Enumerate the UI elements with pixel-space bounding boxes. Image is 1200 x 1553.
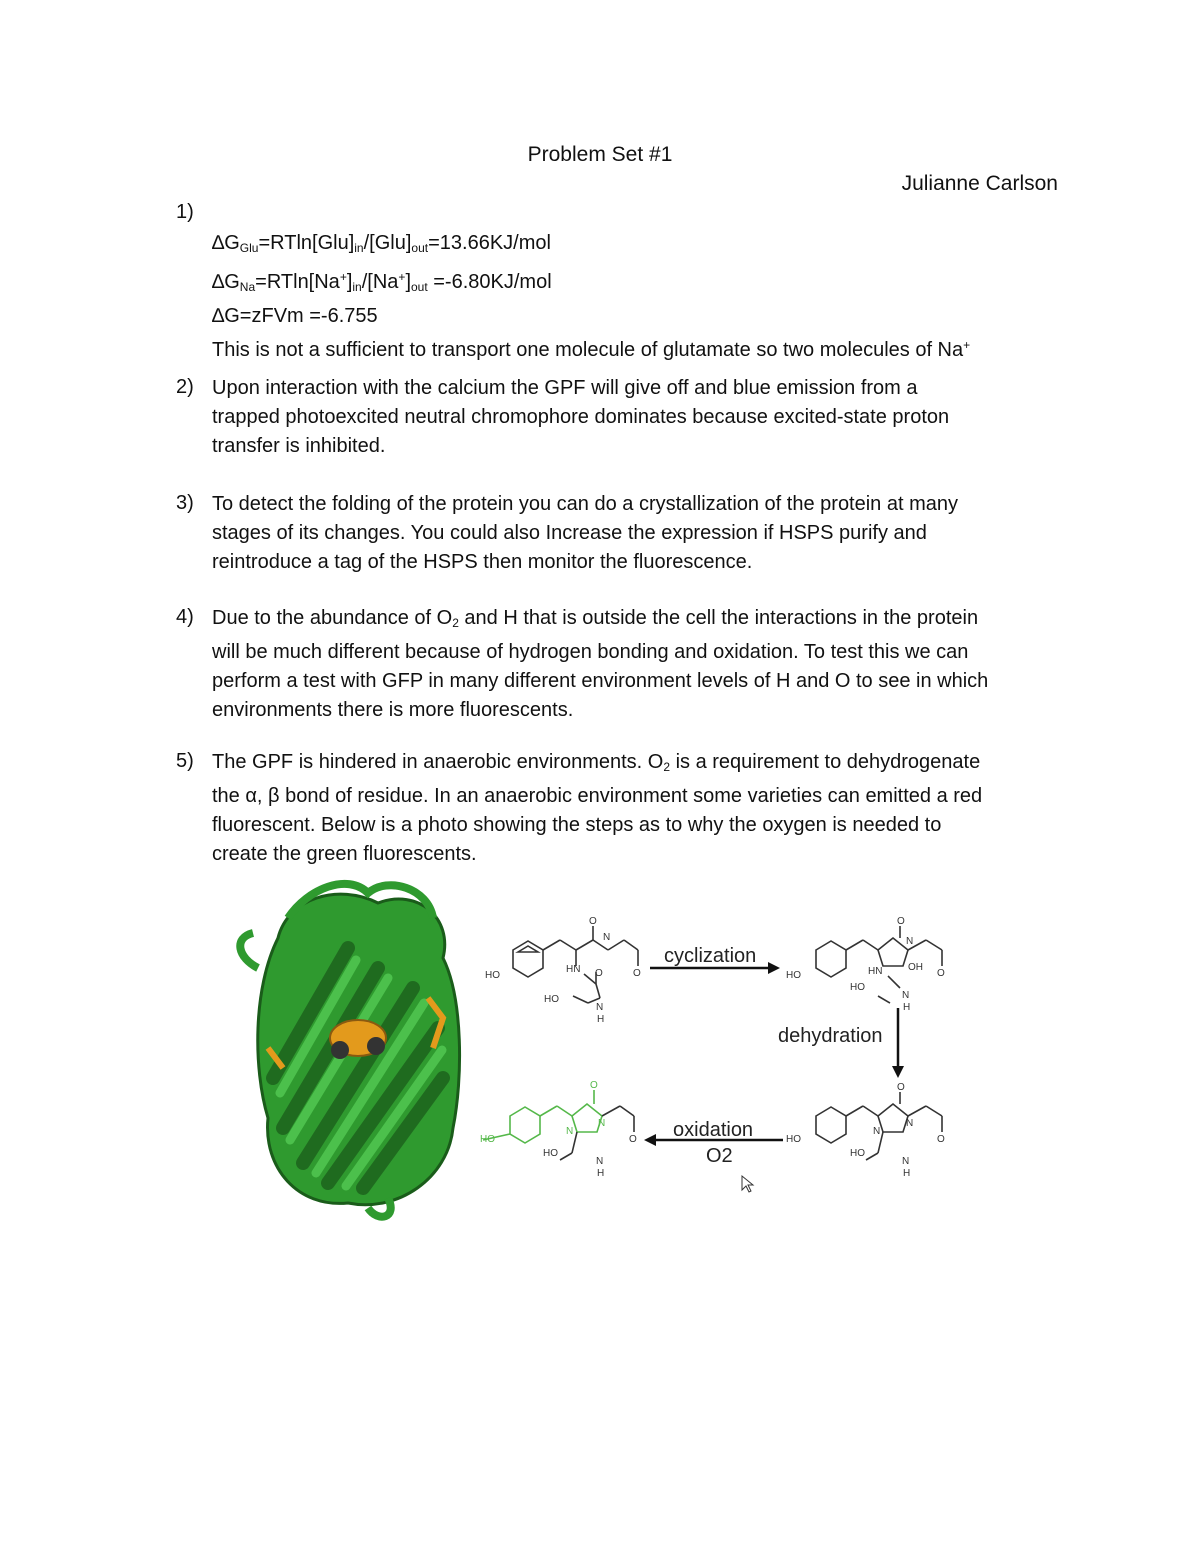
atom-label: N: [902, 1156, 910, 1167]
question-number-3: 3): [176, 492, 194, 514]
cyclization-arrowhead: [768, 962, 780, 974]
question-4-answer: [212, 604, 1072, 725]
oxygen-reagent-label: O2: [706, 1145, 733, 1167]
dehydration-arrowhead: [892, 1066, 904, 1078]
atom-label: HO: [485, 970, 500, 981]
equation-delta-g-zfvm: ∆G=zFVm =-6.755: [212, 305, 378, 327]
atom-label: O: [937, 968, 945, 979]
atom-label: O: [629, 1134, 637, 1145]
mature-chromophore-atom-labels: [480, 1080, 637, 1179]
page-title: Problem Set #1: [527, 143, 673, 166]
atom-label: N: [906, 1118, 914, 1129]
text-line: Due to the abundance of $O_2$ and H that is outside the cell the interactions in the protein: [212, 607, 979, 630]
atom-label: H: [903, 1168, 911, 1179]
text-line: The GPF is hindered in anaerobic environments. $O_2$ is a requirement to dehydrogenate: [212, 751, 981, 774]
equation-delta-g-glu: $\Delta G_{Glu}=RTln[Glu]_{in}/[Glu]_{out}=13.66KJ$/mol: [212, 232, 551, 255]
atom-label: O: [590, 1080, 598, 1091]
gfp-chromophore-figure: [228, 878, 988, 1223]
atom-label: O: [595, 968, 603, 979]
atom-label: O: [937, 1134, 945, 1145]
atom-label: H: [597, 1014, 605, 1025]
precursor-atom-labels: [485, 916, 641, 1025]
atom-label: O: [589, 916, 597, 927]
question-2-answer: [212, 374, 1072, 461]
question-3-answer: [212, 490, 1072, 577]
question-1-answer: [212, 229, 1072, 365]
text-line: environments there is more fluorescents.: [212, 699, 574, 721]
atom-label: N: [873, 1126, 881, 1137]
atom-label: N: [566, 1126, 574, 1137]
oxidation-label: oxidation: [673, 1119, 754, 1141]
cyclized-atom-labels: [786, 916, 945, 1013]
question-number-2: 2): [176, 376, 194, 398]
question-5-answer: [212, 748, 1072, 869]
mature-chromophore-structure: [483, 1090, 634, 1160]
atom-label: HO: [544, 994, 559, 1005]
cyclized-structure: [816, 926, 942, 1003]
text-line: stages of its changes. You could also Increase the expression if HSPS purify and: [212, 522, 927, 544]
atom-label: N: [902, 990, 910, 1001]
text-line: To detect the folding of the protein you can do a crystallization of the protein at many: [212, 493, 959, 515]
atom-label: N: [598, 1118, 606, 1129]
atom-label: O: [633, 968, 641, 979]
text-line: create the green fluorescents.: [212, 843, 477, 865]
text-line: will be much different because of hydrogen bonding and oxidation. To test this we can: [212, 641, 969, 663]
atom-label: HO: [850, 1148, 865, 1159]
atom-label: N: [906, 936, 914, 947]
question-1-conclusion: This is not a sufficient to transport one molecule of glutamate so two molecules of Na+: [212, 338, 971, 361]
atom-label: OH: [908, 962, 923, 973]
atom-label: HO: [786, 1134, 801, 1145]
atom-label: HN: [566, 964, 581, 975]
oxidation-arrowhead: [644, 1134, 656, 1146]
question-number-5: 5): [176, 750, 194, 772]
atom-label: HO: [786, 970, 801, 981]
text-line: perform a test with GFP in many different environment levels of H and O to see in which: [212, 670, 989, 692]
atom-label: HO: [850, 982, 865, 993]
atom-label: H: [903, 1002, 911, 1013]
gfp-protein-structure-image: [233, 884, 460, 1217]
atom-label: HO: [543, 1148, 558, 1159]
figure-canvas: [228, 878, 988, 1223]
atom-label: O: [897, 916, 905, 927]
atom-label: HN: [868, 966, 883, 977]
atom-label: N: [596, 1156, 604, 1167]
dehydration-label: dehydration: [778, 1025, 883, 1047]
atom-label: N: [603, 932, 611, 943]
text-line: fluorescent. Below is a photo showing the steps as to why the oxygen is needed to: [212, 814, 942, 836]
author-name: Julianne Carlson: [901, 172, 1058, 195]
atom-label: HO: [480, 1134, 495, 1145]
cyclization-label: cyclization: [664, 945, 757, 967]
dehydrated-atom-labels: [786, 1082, 945, 1179]
question-number-1: 1): [176, 201, 194, 223]
text-line: the α, β bond of residue. In an anaerobic environment some varieties can emitted a red: [212, 785, 983, 807]
text-line: transfer is inhibited.: [212, 435, 386, 457]
atom-label: N: [596, 1002, 604, 1013]
text-line: reintroduce a tag of the HSPS then monitor the fluorescence.: [212, 551, 753, 573]
question-number-4: 4): [176, 606, 194, 628]
text-line: Upon interaction with the calcium the GPF will give off and blue emission from a: [212, 377, 918, 399]
atom-label: O: [897, 1082, 905, 1093]
text-line: trapped photoexcited neutral chromophore dominates because excited-state proton: [212, 406, 950, 428]
atom-label: H: [597, 1168, 605, 1179]
equation-delta-g-na: $\Delta G_{Na}=RTln[Na^+]_{in}/[Na^+]_{out} =-6.80KJ/mol$: [212, 270, 552, 294]
cursor-icon: [742, 1176, 753, 1192]
